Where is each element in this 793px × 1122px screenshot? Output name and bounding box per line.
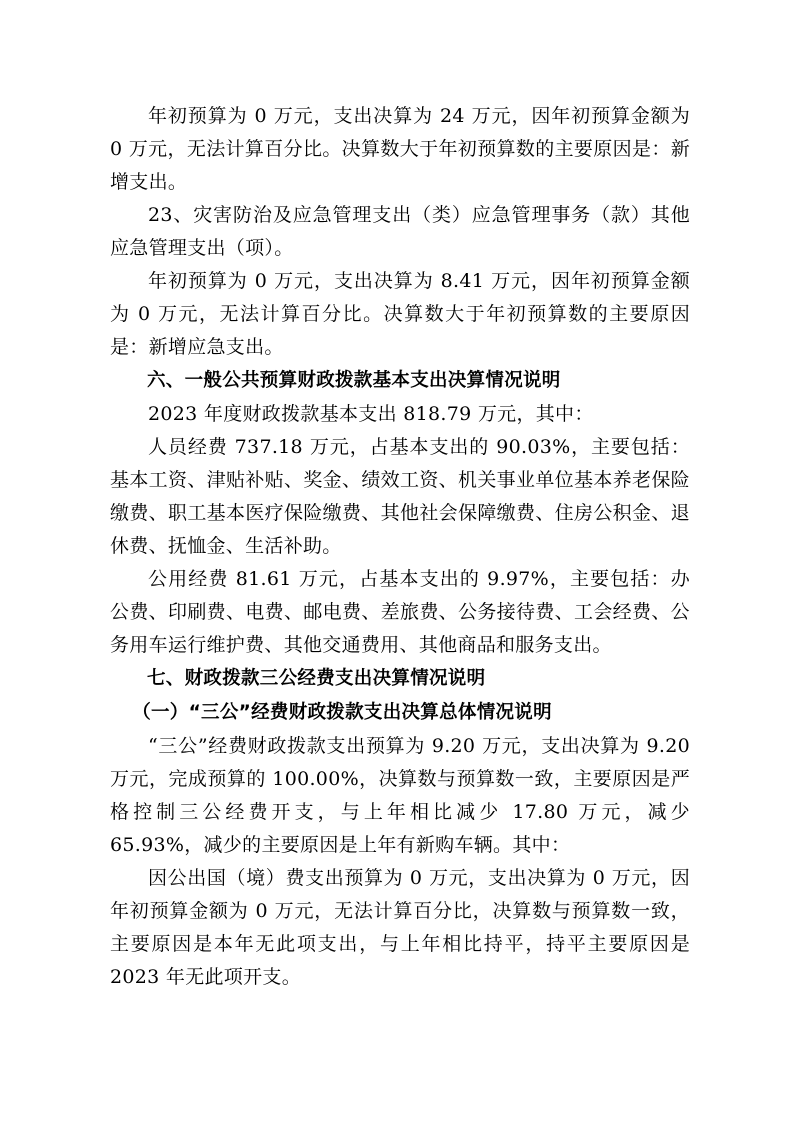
subsection-heading-7-1: （一）“三公”经费财政拨款支出决算总体情况说明: [132, 702, 552, 723]
paragraph-basic-expenditure-total: 2023 年度财政拨款基本支出 818.79 万元，其中：: [148, 403, 594, 425]
paragraph-public-expenses: 公用经费 81.61 万元，占基本支出的 9.97%，主要包括：办公费、印刷费、电费、邮电费、差旅费、公务接待费、工会经费、公务用车运行维护费、其他交通费用、其他商品和服务支出。: [110, 568, 690, 656]
paragraph-three-public-overview: “三公”经费财政拨款支出预算为 9.20 万元，支出决算为 9.20 万元，完成预算的 100.00%，决算数与预算数一致，主要原因是严格控制三公经费开支，与上年相比减少 17.80 万元，减少 65.93%，减少的主要原因是上年有新购车辆。其中：: [110, 735, 690, 856]
section-heading-6: 六、一般公共预算财政拨款基本支出决算情况说明: [147, 370, 561, 391]
paragraph-budget-note-22: 年初预算为 0 万元，支出决算为 24 万元，因年初预算金额为 0 万元，无法计算百分比。决算数大于年初预算数的主要原因是：新增支出。: [110, 105, 690, 193]
paragraph-personnel-expenses: 人员经费 737.18 万元，占基本支出的 90.03%，主要包括：基本工资、津贴补贴、奖金、绩效工资、机关事业单位基本养老保险缴费、职工基本医疗保险缴费、其他社会保障缴费、住房公积金、退休费、抚恤金、生活补助。: [110, 436, 690, 557]
paragraph-item-23-title: 23、灾害防治及应急管理支出（类）应急管理事务（款）其他应急管理支出（项）。: [110, 204, 690, 259]
paragraph-overseas-travel: 因公出国（境）费支出预算为 0 万元，支出决算为 0 万元，因年初预算金额为 0 万元，无法计算百分比，决算数与预算数一致，主要原因是本年无此项支出，与上年相比持平，持平主要原因是 2023 年无此项开支。: [110, 867, 690, 988]
document-body: [110, 100, 690, 994]
paragraph-budget-note-23: 年初预算为 0 万元，支出决算为 8.41 万元，因年初预算金额为 0 万元，无法计算百分比。决算数大于年初预算数的主要原因是：新增应急支出。: [110, 270, 690, 358]
section-heading-7: 七、财政拨款三公经费支出决算情况说明: [147, 668, 486, 689]
